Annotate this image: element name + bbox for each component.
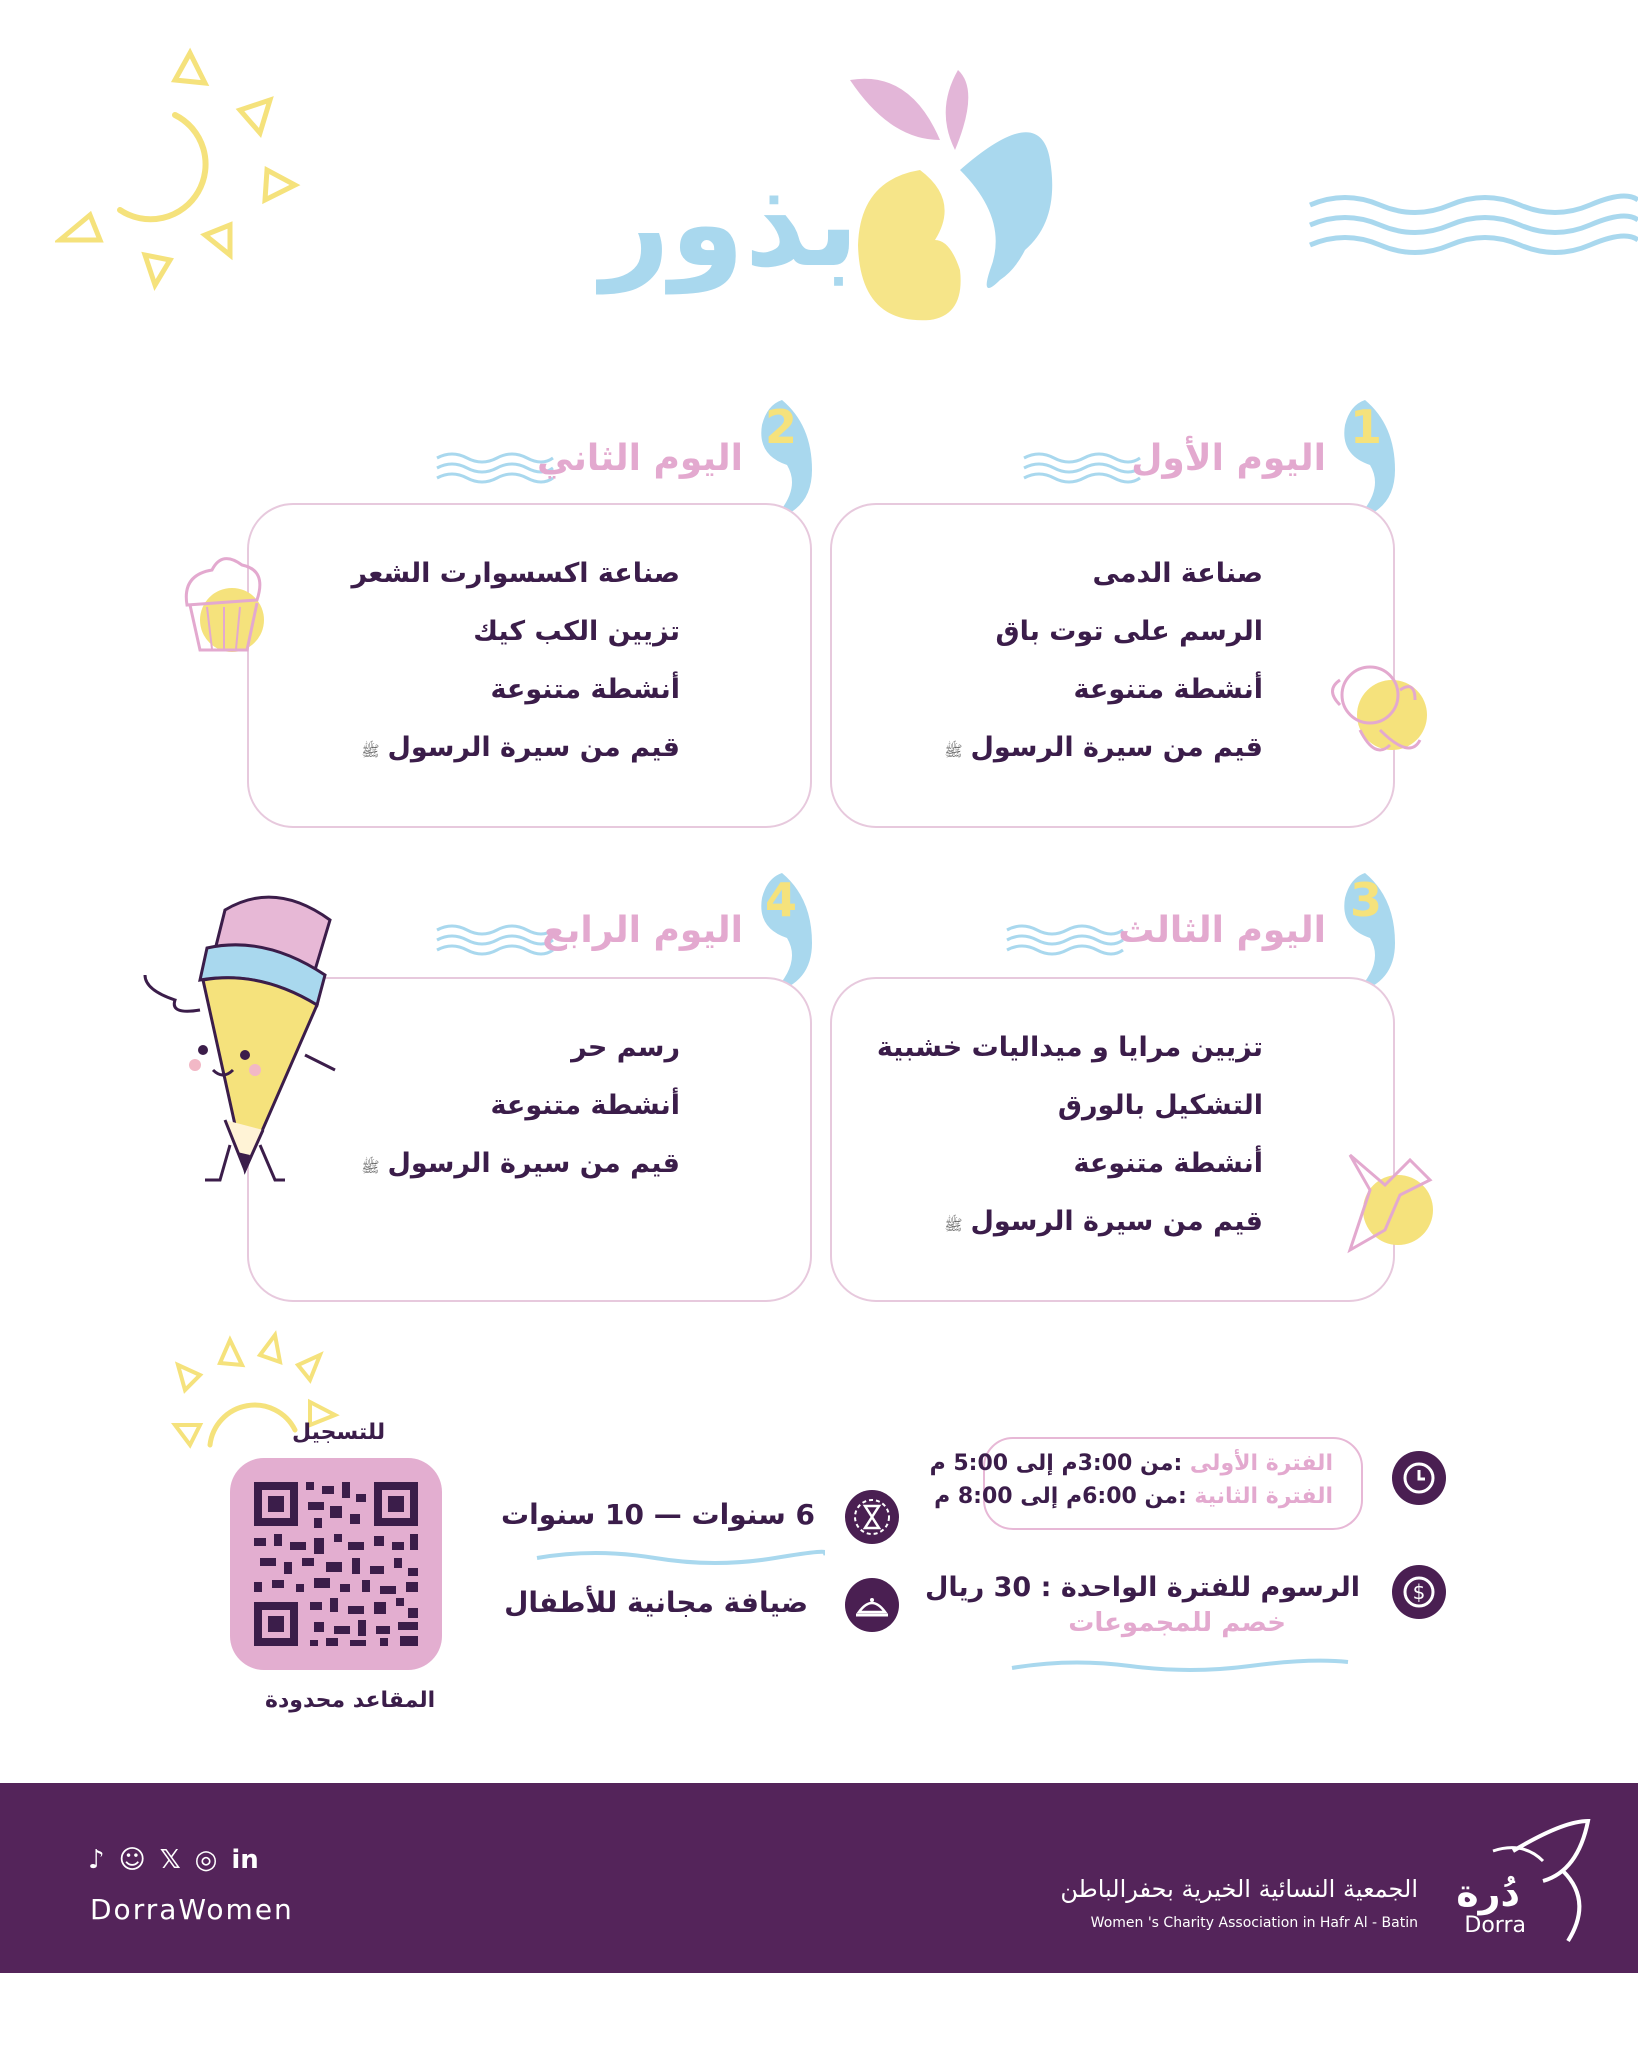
group-discount: خصم للمجموعات	[1068, 1608, 1286, 1638]
day-number: 2	[765, 400, 798, 454]
activity-item: قيم من سيرة الرسولﷺ	[944, 732, 1263, 763]
activity-item: صناعة الدمى	[1092, 558, 1263, 589]
day-heading: اليوم الرابع	[542, 910, 743, 951]
activity-item: قيم من سيرة الرسولﷺ	[361, 732, 680, 763]
activity-item: أنشطة متنوعة	[490, 674, 680, 705]
periods-box: الفترة الأولى :من 3:00م إلى 5:00 م الفترة الثانية :من 6:00م إلى 8:00 م	[983, 1437, 1363, 1530]
activity-item: أنشطة متنوعة	[490, 1090, 680, 1121]
instagram-icon[interactable]: ◎	[194, 1845, 218, 1875]
waves-decoration	[1005, 920, 1125, 960]
register-label: للتسجيل	[292, 1420, 386, 1445]
waves-decoration	[1022, 448, 1142, 488]
day-heading: اليوم الثالث	[1118, 910, 1326, 951]
activity-item: الرسم على توت باق	[995, 616, 1263, 647]
page-title: بذور	[600, 155, 860, 294]
activity-item: تزيين مرايا و ميداليات خشبية	[876, 1032, 1263, 1063]
activity-item: صناعة اكسسوارت الشعر	[351, 558, 680, 589]
day-number: 1	[1350, 400, 1383, 454]
day-heading: اليوم الثاني	[536, 438, 743, 479]
pencil-mascot-icon	[135, 880, 355, 1220]
org-name-arabic: الجمعية النسائية الخيرية بحفرالباطن	[1060, 1875, 1418, 1903]
day-card	[247, 503, 812, 828]
social-handle[interactable]: DorraWomen	[90, 1893, 294, 1926]
qr-code[interactable]	[230, 1458, 442, 1670]
footer	[0, 1783, 1638, 1973]
food-tray-icon	[845, 1578, 899, 1632]
snapchat-icon[interactable]: ☺	[118, 1845, 146, 1875]
sun-icon	[55, 45, 305, 295]
fees-text: الرسوم للفترة الواحدة : 30 ريال	[924, 1572, 1360, 1603]
cupcake-icon	[172, 545, 277, 660]
day-card	[830, 503, 1395, 828]
x-icon[interactable]: 𝕏	[159, 1845, 181, 1875]
doll-icon	[1320, 650, 1440, 765]
day-card	[830, 977, 1395, 1302]
logo-arabic: دُرة	[1456, 1871, 1520, 1915]
wave-line	[1010, 1656, 1350, 1676]
day-heading: اليوم الأول	[1131, 438, 1326, 479]
activity-item: قيم من سيرة الرسولﷺ	[944, 1206, 1263, 1237]
activity-item: تزيين الكب كيك	[473, 616, 680, 647]
day-number: 4	[765, 873, 798, 927]
paper-crane-icon	[1340, 1150, 1440, 1260]
activity-item: قيم من سيرة الرسولﷺ	[361, 1148, 680, 1179]
hospitality-text: ضيافة مجانية للأطفال	[504, 1586, 808, 1619]
activity-item: رسم حر	[571, 1032, 680, 1063]
tiktok-icon[interactable]: ♪	[88, 1845, 105, 1875]
sun-icon	[170, 1330, 340, 1470]
wave-line	[535, 1548, 825, 1568]
activity-item: التشكيل بالورق	[1057, 1090, 1263, 1121]
limited-seats-label: المقاعد محدودة	[265, 1688, 436, 1713]
day-number: 3	[1350, 873, 1383, 927]
age-range: 6 سنوات — 10 سنوات	[501, 1498, 815, 1531]
hourglass-icon	[845, 1490, 899, 1544]
clock-icon	[1392, 1451, 1446, 1505]
svg-text:$: $	[1412, 1580, 1426, 1604]
waves-decoration	[1305, 190, 1638, 260]
waves-decoration	[435, 920, 555, 960]
money-icon	[1392, 1565, 1446, 1619]
linkedin-icon[interactable]: in	[231, 1845, 259, 1875]
logo-english: Dorra	[1464, 1913, 1526, 1938]
social-links	[88, 1845, 259, 1875]
org-name-english: Women 's Charity Association in Hafr Al - Batin	[1090, 1915, 1418, 1931]
activity-item: أنشطة متنوعة	[1073, 674, 1263, 705]
activity-item: أنشطة متنوعة	[1073, 1148, 1263, 1179]
